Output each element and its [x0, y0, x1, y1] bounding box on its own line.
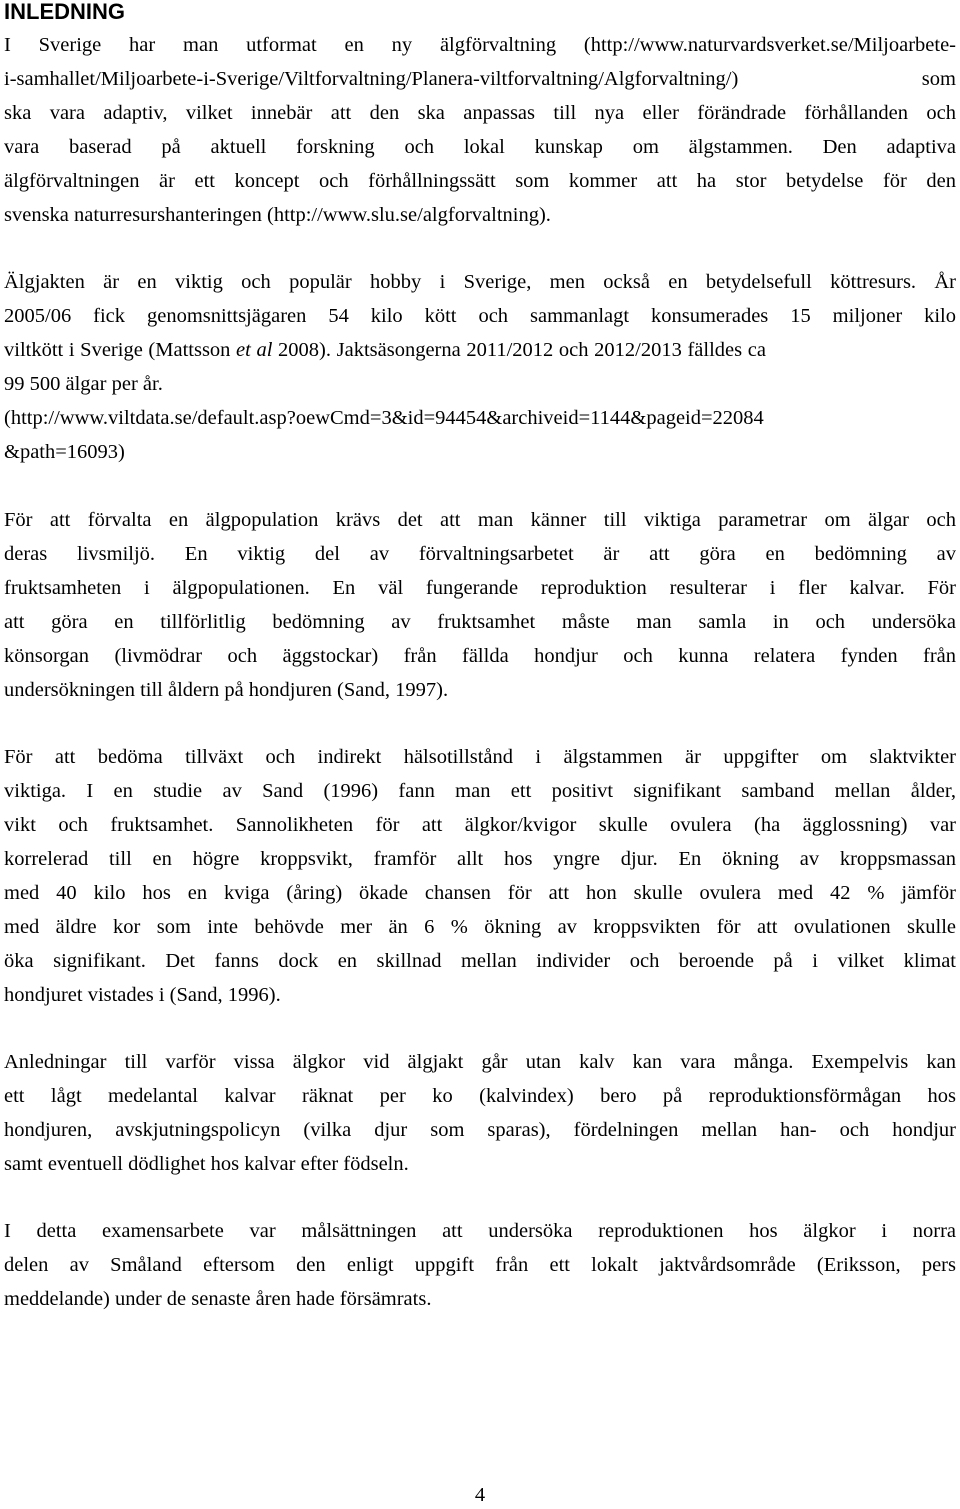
- text-line: viktiga. I en studie av Sand (1996) fann man ett positivt signifikant samband mellan ålder,: [4, 780, 956, 802]
- text-line: undersökningen till åldern på hondjuren (Sand, 1997).: [4, 679, 449, 701]
- text-line: korrelerad till en högre kroppsvikt, framför allt hos yngre djur. En ökning av kroppsmassan: [4, 848, 956, 870]
- text-line: Anledningar till varför vissa älgkor vid älgjakt går utan kalv kan vara många. Exempelvis kan: [4, 1051, 956, 1073]
- text-line: 2005/06 fick genomsnittsjägaren 54 kilo kött och sammanlagt konsumerades 15 miljoner kilo: [4, 305, 956, 327]
- text-line: &path=16093): [4, 441, 125, 463]
- et-al-italic: et al: [236, 339, 273, 361]
- text-line: meddelande) under de senaste åren hade försämrats.: [4, 1288, 432, 1310]
- text-line: hondjuren, avskjutningspolicyn (vilka djur som sparas), fördelningen mellan han- och hondjur: [4, 1119, 956, 1141]
- text-line: I detta examensarbete var målsättningen att undersöka reproduktionen hos älgkor i norra: [4, 1220, 956, 1242]
- text-line: i-samhallet/Miljoarbete-i-Sverige/Viltforvaltning/Planera-viltforvaltning/Algforvaltning/) som: [4, 68, 956, 90]
- text-line: 99 500 älgar per år.: [4, 373, 163, 395]
- text-line: (http://www.viltdata.se/default.asp?oewCmd=3&id=94454&archiveid=1144&pageid=22084: [4, 407, 764, 429]
- text-line: ska vara adaptiv, vilket innebär att den ska anpassas till nya eller förändrade förhållanden och: [4, 102, 956, 124]
- text-line: öka signifikant. Det fanns dock en skillnad mellan individer och beroende på i vilket klimat: [4, 950, 956, 972]
- text-line: svenska naturresurshanteringen (http://www.slu.se/algforvaltning).: [4, 204, 551, 226]
- text-line: med äldre kor som inte behövde mer än 6 % ökning av kroppsvikten för att ovulationen skulle: [4, 916, 956, 938]
- text-line: För att bedöma tillväxt och indirekt hälsotillstånd i älgstammen är uppgifter om slaktvikter: [4, 746, 956, 768]
- section-heading: INLEDNING: [4, 0, 125, 24]
- text-line: Älgjakten är en viktig och populär hobby i Sverige, men också en betydelsefull köttresurs. År: [4, 271, 956, 293]
- text-line: deras livsmiljö. En viktig del av förvaltningsarbetet är att göra en bedömning av: [4, 543, 956, 565]
- text-run: viltkött i Sverige (Mattsson: [4, 339, 237, 361]
- text-line: med 40 kilo hos en kviga (åring) ökade chansen för att hon skulle ovulera med 42 % jämför: [4, 882, 956, 904]
- text-line: vara baserad på aktuell forskning och lokal kunskap om älgstammen. Den adaptiva: [4, 136, 956, 158]
- text-line: För att förvalta en älgpopulation krävs det att man känner till viktiga parametrar om älgar och: [4, 509, 956, 531]
- text-line: att göra en tillförlitlig bedömning av fruktsamhet måste man samla in och undersöka: [4, 611, 956, 633]
- text-line: [4, 333, 956, 367]
- text-run: 2008). Jaktsäsongerna 2011/2012 och 2012/2013 fälldes ca: [272, 339, 766, 361]
- text-line: delen av Småland eftersom den enligt uppgift från ett lokalt jaktvårdsområde (Eriksson, pers: [4, 1254, 956, 1276]
- text-line: samt eventuell dödlighet hos kalvar efter födseln.: [4, 1153, 409, 1175]
- text-line: fruktsamheten i älgpopulationen. En väl fungerande reproduktion resulterar i fler kalvar. För: [4, 577, 956, 599]
- text-line: könsorgan (livmödrar och äggstockar) från fällda hondjur och kunna relatera fynden från: [4, 645, 956, 667]
- text-line: I Sverige har man utformat en ny älgförvaltning (http://www.naturvardsverket.se/Miljoarbete-: [4, 34, 956, 56]
- text-line: vikt och fruktsamhet. Sannolikheten för att älgkor/kvigor skulle ovulera (ha ägglossning) var: [4, 814, 956, 836]
- text-line: älgförvaltningen är ett koncept och förhållningssätt som kommer att ha stor betydelse för den: [4, 170, 956, 192]
- page-number: 4: [474, 1484, 486, 1506]
- text-line: ett lågt medelantal kalvar räknat per ko (kalvindex) bero på reproduktionsförmågan hos: [4, 1085, 956, 1107]
- text-line: hondjuret vistades i (Sand, 1996).: [4, 984, 281, 1006]
